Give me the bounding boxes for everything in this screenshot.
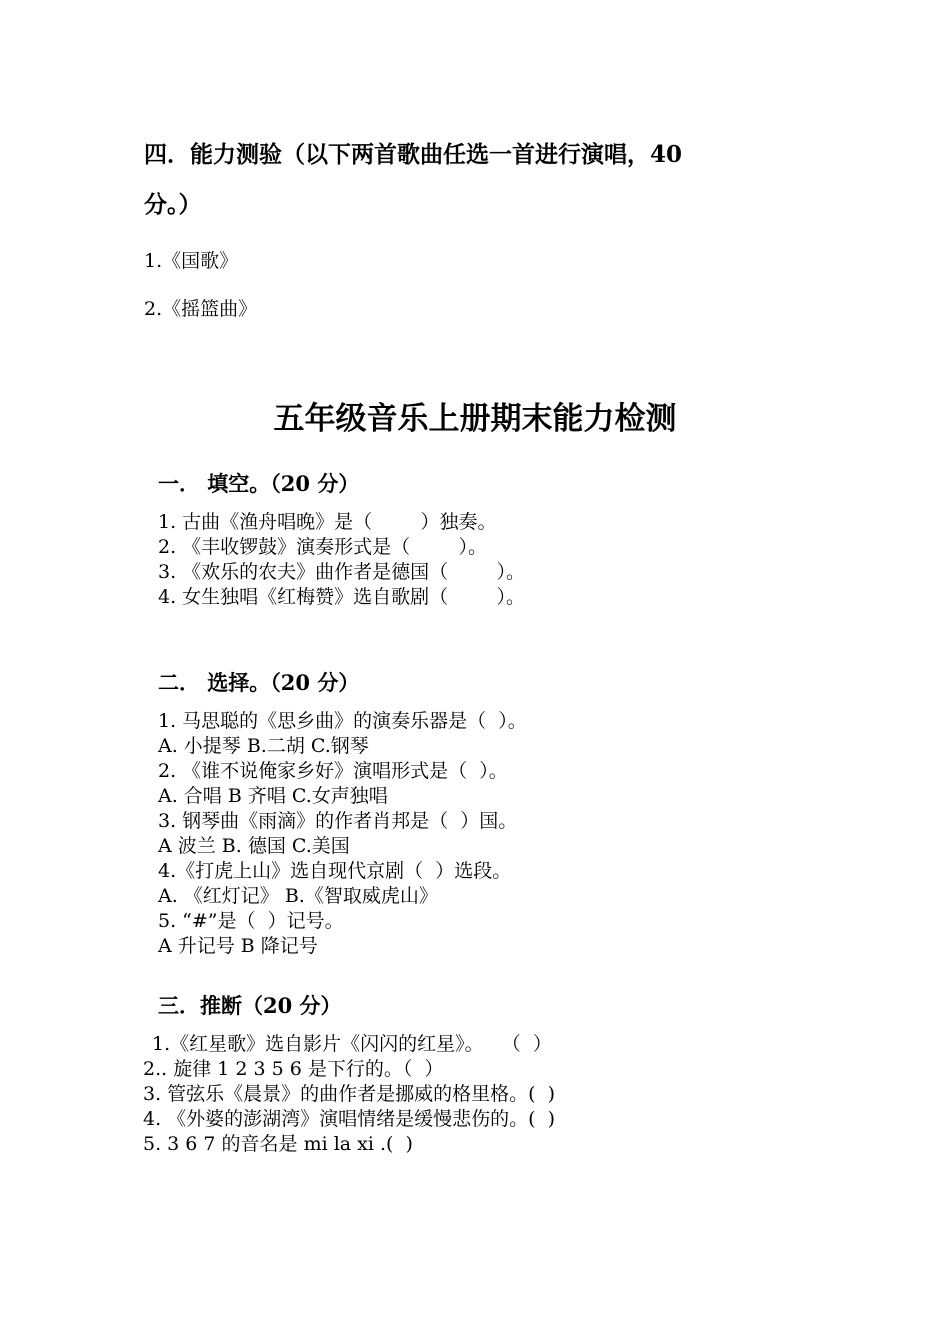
choice-options: A. 合唱 B 齐唱 C.女声独唱 [158,785,388,807]
judge-question: 4. 《外婆的澎湖湾》演唱情绪是缓慢悲伤的。( ) [143,1108,556,1130]
part4-heading-line1: 四．能力测验（以下两首歌曲任选一首进行演唱，40 [144,141,683,168]
judge-question: 5. 3 6 7 的音名是 mi la xi .( ) [143,1133,413,1155]
judge-question: 1.《红星歌》选自影片《闪闪的红星》。 （ ） [152,1033,552,1055]
choice-options: A 波兰 B. 德国 C.美国 [158,835,350,857]
exam-title: 五年级音乐上册期末能力检测 [273,401,677,437]
choice-question: 1. 马思聪的《思乡曲》的演奏乐器是（ ）。 [158,710,527,732]
judge-question: 2.. 旋律 1 2 3 5 6 是下行的。（ ） [143,1058,444,1080]
choice-options: A. 《红灯记》 B.《智取威虎山》 [158,885,438,907]
choice-question: 4.《打虎上山》选自现代京剧（ ）选段。 [158,860,512,882]
choice-options: A 升记号 B 降记号 [158,935,318,957]
fill-question: 4. 女生独唱《红梅赞》选自歌剧（ ）。 [158,586,525,608]
section3-heading: 三．推断（20 分） [158,993,342,1018]
choice-question: 5. “#”是（ ）记号。 [158,910,344,932]
choice-options: A. 小提琴 B.二胡 C.钢琴 [158,735,369,757]
section2-heading: 二． 选择。（20 分） [158,670,360,695]
song-item: 2.《摇篮曲》 [144,298,258,320]
fill-question: 2. 《丰收锣鼓》演奏形式是（ ）。 [158,536,487,558]
part4-heading-line2: 分。） [144,191,202,218]
song-item: 1.《国歌》 [144,250,239,272]
fill-question: 1. 古曲《渔舟唱晚》是（ ）独奏。 [158,511,497,533]
choice-question: 2. 《谁不说俺家乡好》演唱形式是（ ）。 [158,760,508,782]
judge-question: 3. 管弦乐《晨景》的曲作者是挪威的格里格。( ) [143,1083,556,1105]
choice-question: 3. 钢琴曲《雨滴》的作者肖邦是（ ）国。 [158,810,518,832]
fill-question: 3. 《欢乐的农夫》曲作者是德国（ ）。 [158,561,525,583]
section1-heading: 一． 填空。（20 分） [158,471,360,496]
